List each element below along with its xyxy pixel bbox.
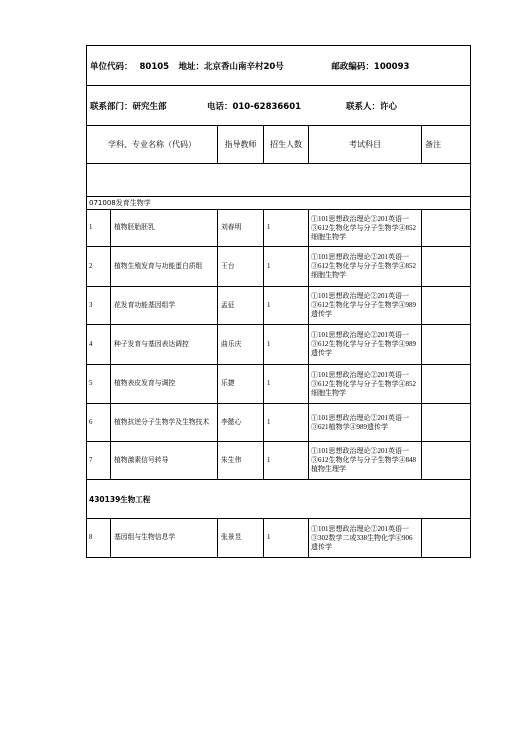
exam-subjects: ①101思想政治理论②201英语一③612生物化学与分子生物学④852细胞生物学: [309, 210, 422, 247]
section-title: 430139生物工程: [87, 480, 471, 519]
postal-code-text: 邮政编码：100093: [331, 61, 410, 72]
exam-subjects: ①101思想政治理论②201英语一③612生物化学与分子生物学④989遗传学: [309, 287, 422, 325]
exam-subjects: ①101思想政治理论②201英语一③612生物化学与分子生物学④852细胞生物学: [309, 365, 422, 404]
table-row: [87, 404, 471, 442]
enroll-count: 1: [264, 365, 309, 404]
major-name: 植物生殖发育与功能蛋白质组: [111, 247, 218, 287]
enroll-count: 1: [264, 247, 309, 287]
info-row-1: [87, 46, 471, 86]
institution-code-label: 单位代码：: [90, 61, 133, 72]
enroll-count: 1: [264, 519, 309, 558]
note-cell: [422, 210, 471, 247]
row-number: 7: [87, 442, 111, 480]
contact-person-text: 联系人：许心: [345, 101, 397, 112]
table-row: [87, 519, 471, 558]
enroll-count: 1: [264, 287, 309, 325]
teacher-name: 王台: [218, 247, 264, 287]
major-name: 植物表皮发育与调控: [111, 365, 218, 404]
teacher-name: 朱生伟: [218, 442, 264, 480]
phone-text: 电话：010-62836601: [206, 101, 302, 112]
teacher-name: 李懿心: [218, 404, 264, 442]
row-number: 3: [87, 287, 111, 325]
section-title-row: [87, 480, 471, 519]
note-cell: [422, 325, 471, 365]
enroll-count: 1: [264, 442, 309, 480]
teacher-name: 曲乐庆: [218, 325, 264, 365]
header-row: [87, 126, 471, 164]
section-title: 071008发育生物学: [87, 197, 471, 210]
note-cell: [422, 365, 471, 404]
admissions-sheet: [86, 45, 470, 556]
note-cell: [422, 519, 471, 558]
table-row: [87, 325, 471, 365]
table-row: [87, 287, 471, 325]
admissions-table: [86, 45, 471, 558]
exam-subjects: ①101思想政治理论②201英语一③612生物化学与分子生物学④852细胞生物学: [309, 247, 422, 287]
row-number: 1: [87, 210, 111, 247]
department-text: 联系部门：研究生部: [90, 101, 167, 112]
major-name: 植物胚胎胚乳: [111, 210, 218, 247]
note-cell: [422, 442, 471, 480]
header-note: 备注: [422, 126, 471, 164]
header-major: 学科、专业名称（代码）: [87, 126, 218, 164]
teacher-name: 孟征: [218, 287, 264, 325]
major-name: 植物抗逆分子生物学及生物技术: [111, 404, 218, 442]
header-exam: 考试科目: [309, 126, 422, 164]
enroll-count: 1: [264, 404, 309, 442]
exam-subjects: ①101思想政治理论②201英语一③612生物化学与分子生物学④989遗传学: [309, 325, 422, 365]
address-text: 地址：北京香山南辛村20号: [178, 61, 284, 72]
header-count: 招生人数: [264, 126, 309, 164]
teacher-name: 张景昱: [218, 519, 264, 558]
row-number: 6: [87, 404, 111, 442]
major-name: 植物激素信号转导: [111, 442, 218, 480]
row-number: 2: [87, 247, 111, 287]
exam-subjects: ①101思想政治理论②201英语一③621植物学④989遗传学: [309, 404, 422, 442]
major-name: 花发育功能基因组学: [111, 287, 218, 325]
row-number: 4: [87, 325, 111, 365]
enroll-count: 1: [264, 325, 309, 365]
table-row: [87, 442, 471, 480]
major-name: 种子发育与基因表达调控: [111, 325, 218, 365]
row-number: 5: [87, 365, 111, 404]
exam-subjects: ①101思想政治理论②201英语一③302数学二或338生物化学④906遗传学: [309, 519, 422, 558]
row-number: 8: [87, 519, 111, 558]
info-row-2: [87, 86, 471, 126]
institution-code-value: 80105: [139, 61, 170, 72]
spacer-row: [87, 164, 471, 197]
table-row: [87, 365, 471, 404]
note-cell: [422, 287, 471, 325]
exam-subjects: ①101思想政治理论②201英语一③612生物化学与分子生物学④848植物生理学: [309, 442, 422, 480]
teacher-name: 乐捷: [218, 365, 264, 404]
table-row: [87, 210, 471, 247]
note-cell: [422, 247, 471, 287]
major-name: 基因组与生物信息学: [111, 519, 218, 558]
table-row: [87, 247, 471, 287]
note-cell: [422, 404, 471, 442]
header-teacher: 指导教师: [218, 126, 264, 164]
enroll-count: 1: [264, 210, 309, 247]
teacher-name: 刘春明: [218, 210, 264, 247]
section-title-row: [87, 197, 471, 210]
